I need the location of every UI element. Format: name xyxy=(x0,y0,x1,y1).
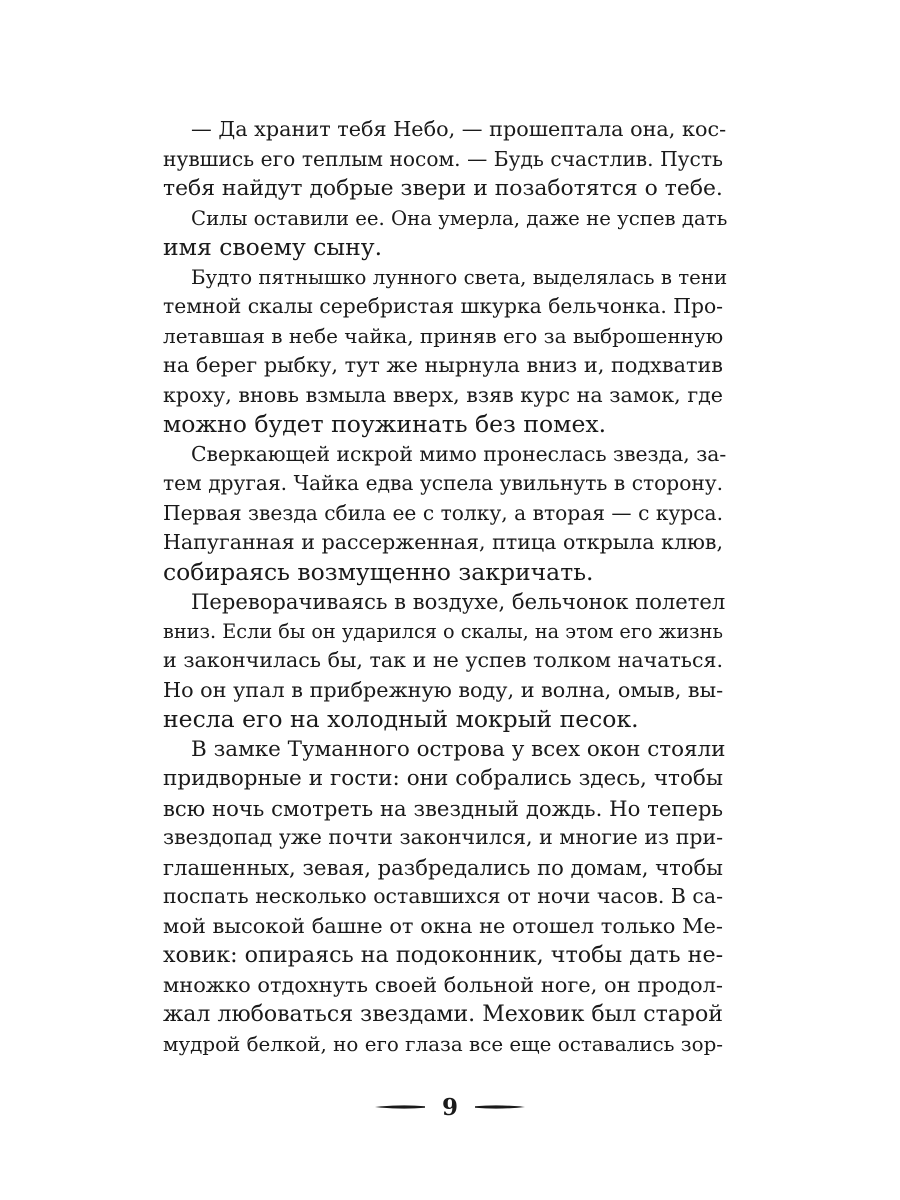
body-text xyxy=(163,115,728,1059)
text-line: жал любоваться звездами. Меховик был старой xyxy=(163,1002,723,1027)
paragraph xyxy=(163,440,727,588)
text-line: Будто пятнышко лунного света, выделялась в тени xyxy=(191,265,728,289)
paragraph xyxy=(163,204,728,263)
text-line: тем другая. Чайка едва успела увильнуть в сторону. xyxy=(163,471,723,495)
text-line: глашенных, зевая, разбредались по домам, чтобы xyxy=(163,854,723,880)
text-line: кроху, вновь взмыла вверх, взяв курс на замок, где xyxy=(163,382,723,407)
text-line: несла его на холодный мокрый песок. xyxy=(163,705,639,733)
text-line: темной скалы серебристая шкурка бельчонка. Про- xyxy=(163,294,724,318)
text-line: Но он упал в прибрежную воду, и волна, омыв, вы- xyxy=(163,677,724,702)
text-line: Силы оставили ее. Она умерла, даже не успев дать xyxy=(191,206,728,230)
text-line: всю ночь смотреть на звездный дождь. Но теперь xyxy=(163,795,723,821)
text-line: придворные и гости: они собрались здесь, чтобы xyxy=(163,766,723,791)
text-line: собираясь возмущенно закричать. xyxy=(163,557,594,586)
page-number: 9 xyxy=(441,1093,458,1121)
text-line: нувшись его теплым носом. — Будь счастлив. Пусть xyxy=(163,146,723,171)
text-line: — Да хранит тебя Небо, — прошептала она, кос- xyxy=(191,117,727,141)
paragraph xyxy=(163,735,726,1060)
text-line: летавшая в небе чайка, приняв его за выброшенную xyxy=(163,323,724,348)
text-line: звездопад уже почти закончился, и многие из при- xyxy=(163,825,723,849)
text-line: поспать несколько оставшихся от ночи часов. В са- xyxy=(163,884,723,908)
text-line: на берег рыбку, тут же нырнула вниз и, подхватив xyxy=(163,353,723,377)
text-line: имя своему сыну. xyxy=(163,233,383,261)
text-line: В замке Туманного острова у всех окон стояли xyxy=(191,736,726,762)
left-ornament-dash xyxy=(374,1102,426,1112)
text-line: Напуганная и рассерженная, птица открыла клюв, xyxy=(163,530,723,554)
text-line: мой высокой башне от окна не отошел только Ме- xyxy=(163,913,723,938)
right-ornament-dash xyxy=(474,1102,526,1112)
text-line: вниз. Если бы он ударился о скалы, на этом его жизнь xyxy=(163,619,723,643)
text-line: множко отдохнуть своей больной ноге, он продол- xyxy=(163,972,723,997)
text-line: тебя найдут добрые звери и позаботятся о тебе. xyxy=(163,176,723,201)
text-line: и закончилась бы, так и не успев толком начаться. xyxy=(163,648,723,672)
text-line: Первая звезда сбила ее с толку, а вторая — с курса. xyxy=(163,500,723,525)
text-line: Переворачиваясь в воздухе, бельчонок полетел xyxy=(191,589,726,614)
paragraph xyxy=(163,263,728,440)
text-line: мудрой белкой, но его глаза все еще оставались зор- xyxy=(163,1032,723,1056)
text-line: можно будет поужинать без помех. xyxy=(163,410,607,438)
text-line: ховик: опираясь на подоконник, чтобы дать не- xyxy=(163,942,724,968)
text-line: Сверкающей искрой мимо пронеслась звезда, за- xyxy=(191,441,727,466)
paragraph xyxy=(163,587,726,735)
page-number-footer xyxy=(0,1087,900,1127)
paragraph xyxy=(163,115,727,204)
